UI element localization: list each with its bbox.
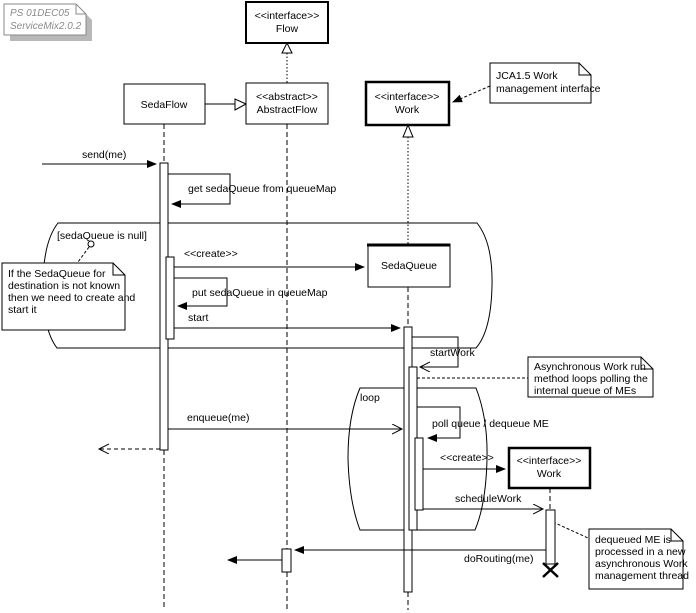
- note-dequeued: [589, 529, 689, 589]
- dequeued-note-line1: dequeued ME is: [595, 534, 671, 546]
- label-poll-queue: poll queue / dequeue ME: [432, 418, 549, 430]
- label-create-work: <<create>>: [440, 452, 494, 464]
- async-note-line3: internal queue of MEs: [534, 385, 637, 397]
- sedaflow-name: SedaFlow: [140, 99, 188, 111]
- destruction-x-icon: [543, 563, 558, 577]
- seda-note-line2: destination is not known: [8, 280, 121, 292]
- class-box-abstractflow: [246, 83, 328, 124]
- sedaqueue-name: SedaQueue: [380, 260, 438, 272]
- note-async-work: [528, 357, 653, 397]
- label-guard: [sedaQueue is null]: [57, 230, 147, 242]
- flow-stereotype: <<interface>>: [254, 10, 320, 22]
- object-box-work-instance: [509, 448, 590, 488]
- work-instance-stereotype: <<interface>>: [516, 455, 582, 467]
- label-start-work: startWork: [430, 347, 475, 359]
- object-box-sedaqueue: [367, 244, 450, 287]
- class-box-flow: [246, 2, 328, 43]
- label-enqueue: enqueue(me): [187, 412, 250, 424]
- jca-note-line1: JCA1.5 Work: [496, 70, 558, 82]
- dequeued-note-line4: management thread: [595, 570, 689, 582]
- abstractflow-name: AbstractFlow: [256, 104, 318, 116]
- activation-abstractflow: [282, 549, 291, 572]
- label-start: start: [188, 312, 209, 324]
- title-note-line2: ServiceMix2.0.2: [10, 21, 82, 32]
- note-jca: [490, 63, 601, 103]
- seda-note-line4: start it: [8, 304, 37, 316]
- async-note-line2: method loops polling the: [534, 373, 648, 385]
- work-instance-name: Work: [536, 468, 562, 480]
- jca-note-line2: management interface: [496, 83, 601, 95]
- label-schedule-work: scheduleWork: [455, 493, 522, 505]
- class-box-sedaflow: [124, 84, 205, 124]
- note-seda-create: [2, 263, 135, 330]
- activation-sedaflow-nested: [166, 257, 174, 339]
- abstractflow-stereotype: <<abstract>>: [256, 91, 318, 103]
- label-do-routing: doRouting(me): [464, 553, 534, 565]
- dequeued-note-line3: asynchronous Work: [595, 558, 688, 570]
- async-note-line1: Asynchronous Work run: [534, 361, 646, 373]
- label-loop: loop: [360, 392, 380, 404]
- label-get-queue: get sedaQueue from queueMap: [188, 183, 337, 195]
- work-interface-name: Work: [394, 104, 420, 116]
- dequeued-note-line2: processed in a new: [595, 546, 686, 558]
- flow-name: Flow: [275, 23, 299, 35]
- label-create-queue: <<create>>: [184, 248, 238, 260]
- title-note-line1: PS 01DEC05: [10, 8, 70, 19]
- class-box-work-interface: [366, 82, 449, 125]
- work-interface-stereotype: <<interface>>: [374, 91, 440, 103]
- label-put-queue: put sedaQueue in queueMap: [192, 287, 328, 299]
- activation-work-instance: [546, 510, 555, 564]
- label-send: send(me): [82, 149, 127, 161]
- note-anchor-jca: [453, 86, 490, 102]
- note-title: [4, 4, 92, 41]
- seda-note-line1: If the SedaQueue for: [8, 268, 106, 280]
- generalization-sedaflow-to-abstractflow: [205, 99, 246, 110]
- realization-abstractflow-to-flow: [282, 43, 292, 83]
- note-anchor-async-work: [410, 375, 529, 382]
- seda-note-line3: then we need to create and: [8, 292, 136, 304]
- activation-poll: [415, 438, 423, 510]
